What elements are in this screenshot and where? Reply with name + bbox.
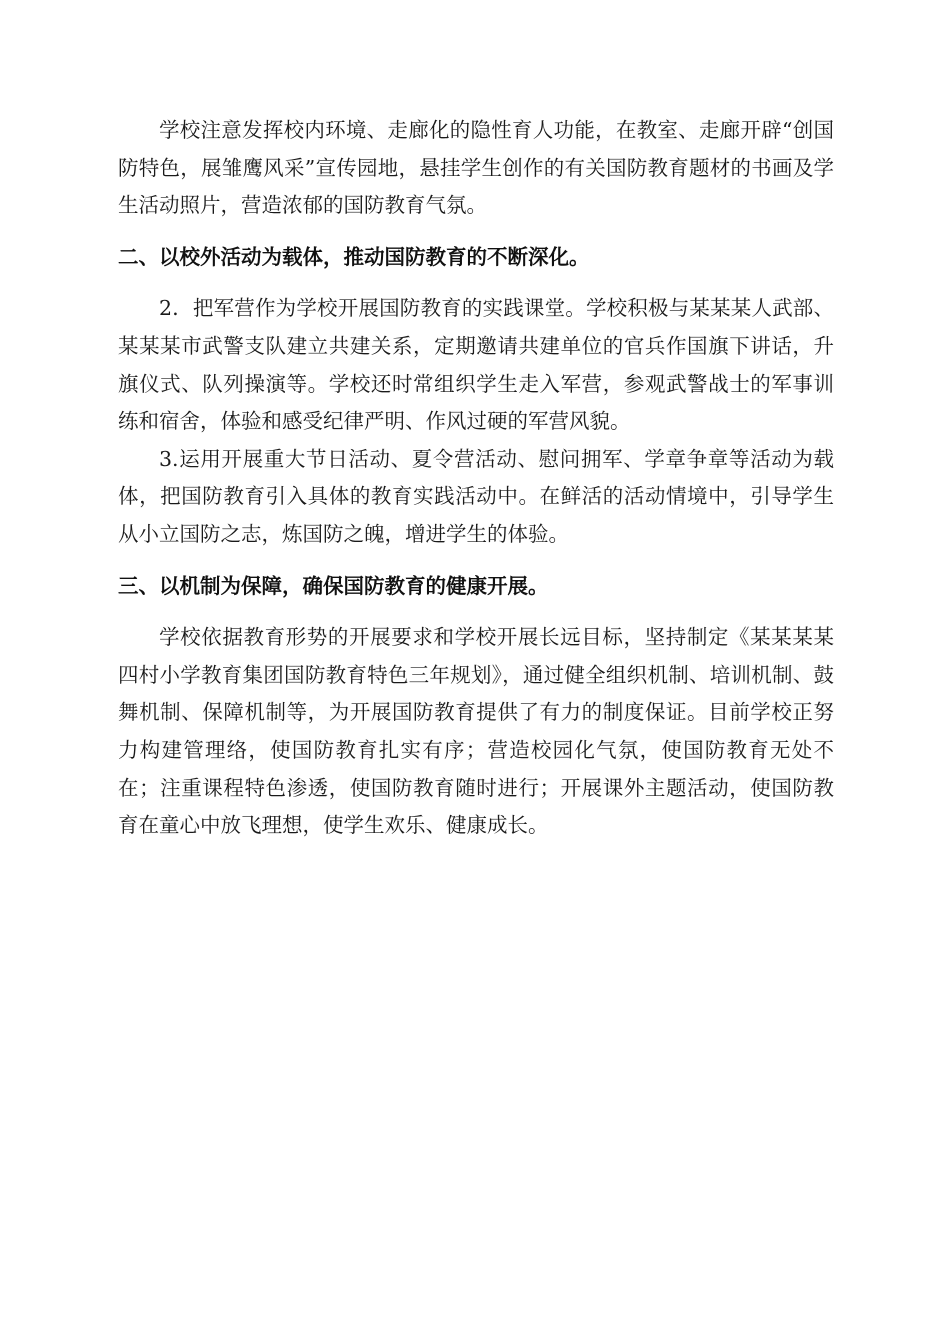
section-heading-3: 三、以机制为保障，确保国防教育的健康开展。 bbox=[118, 573, 549, 598]
paragraph-military-camp: 2．把军营作为学校开展国防教育的实践课堂。学校积极与某某某人武部、某某某市武警支队建立共建关系，定期邀请共建单位的官兵作国旗下讲话，升旗仪式、队列操演等。学校还时常组织学生走入军营，参观武警战士的军事训练和宿舍，体验和感受纪律严明、作风过硬的军营风貌。 bbox=[118, 296, 834, 434]
paragraph-activities: 3.运用开展重大节日活动、夏令营活动、慰问拥军、学章争章等活动为载体，把国防教育引入具体的教育实践活动中。在鲜活的活动情境中，引导学生从小立国防之志，炼国防之魄，增进学生的体验。 bbox=[118, 446, 834, 546]
paragraph-mechanism: 学校依据教育形势的开展要求和学校开展长远目标，坚持制定《某某某某四村小学教育集团国防教育特色三年规划》，通过健全组织机制、培训机制、鼓舞机制、保障机制等，为开展国防教育提供了有力的制度保证。目前学校正努力构建管理络，使国防教育扎实有序；营造校园化气氛，使国防教育无处不在；注重课程特色渗透，使国防教育随时进行；开展课外主题活动，使国防教育在童心中放飞理想，使学生欢乐、健康成长。 bbox=[118, 625, 834, 838]
paragraph-campus-environment: 学校注意发挥校内环境、走廊化的隐性育人功能，在教室、走廊开辟“创国防特色，展雏鹰风采”宣传园地，悬挂学生创作的有关国防教育题材的书画及学生活动照片，营造浓郁的国防教育气氛。 bbox=[118, 118, 834, 218]
document-body bbox=[118, 112, 834, 845]
section-heading-2: 二、以校外活动为载体，推动国防教育的不断深化。 bbox=[118, 244, 590, 269]
